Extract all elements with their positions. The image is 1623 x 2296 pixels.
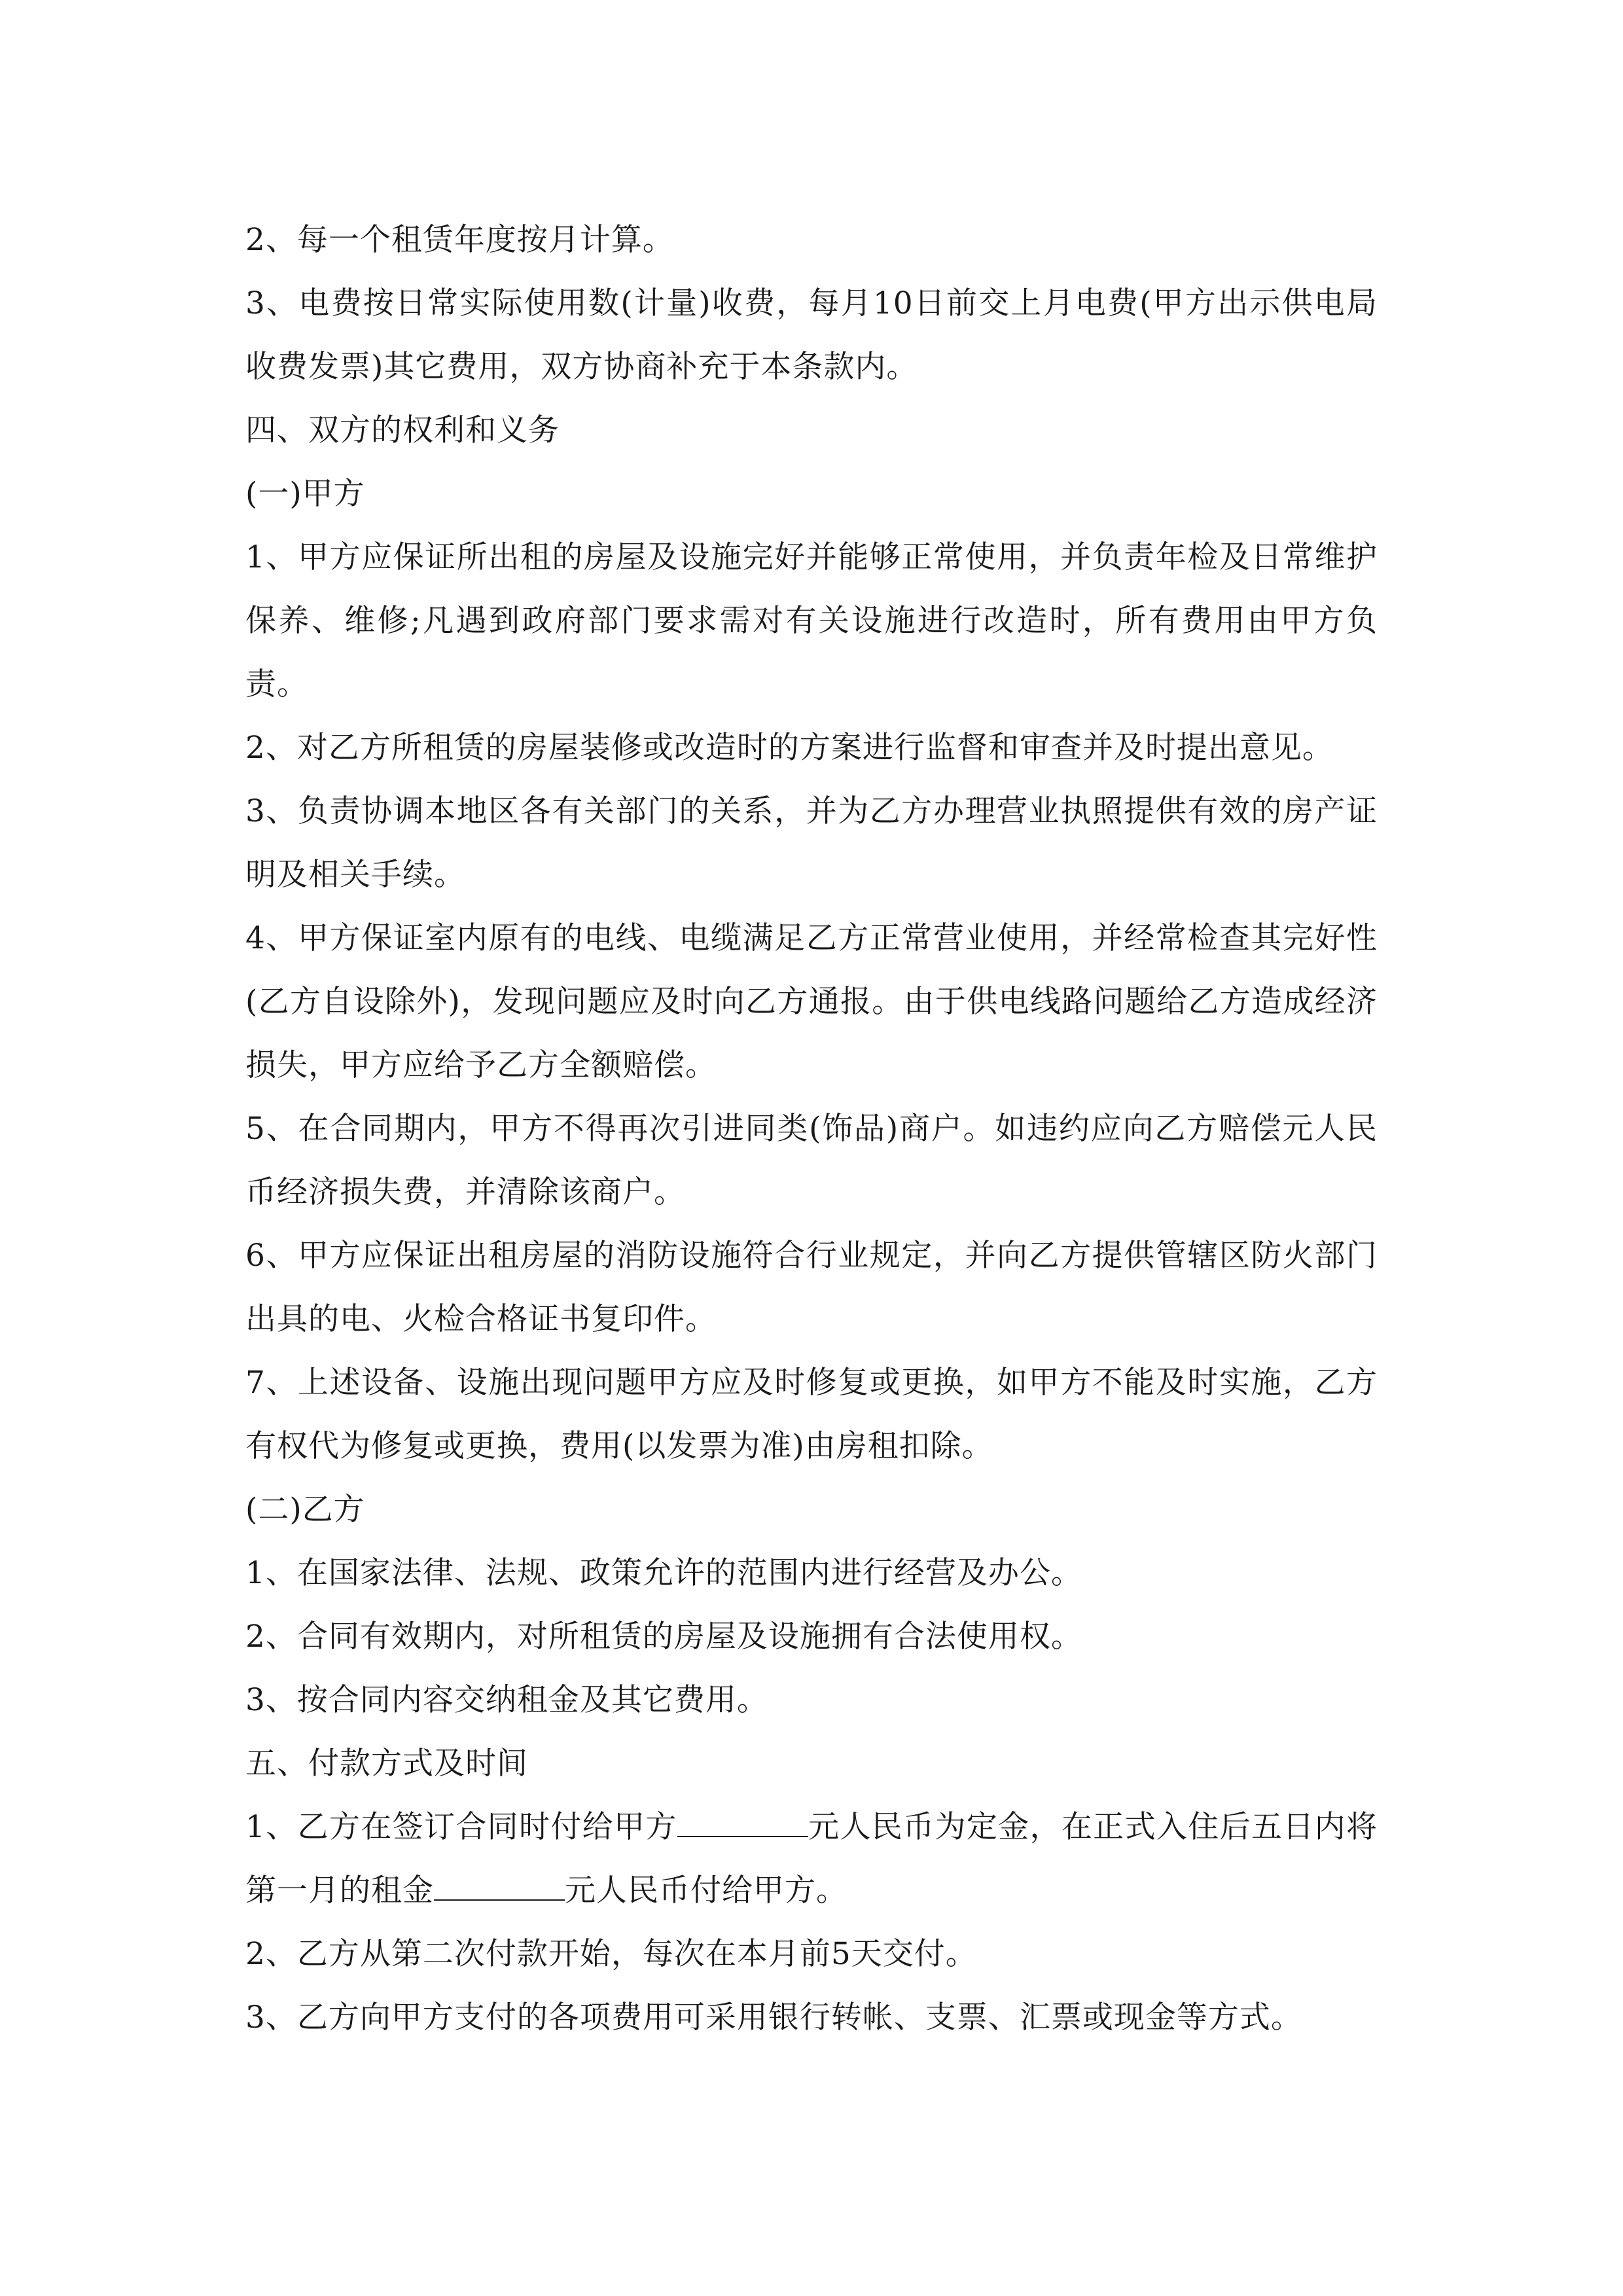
paragraph: 3、按合同内容交纳租金及其它费用。 xyxy=(245,1682,768,1718)
payment-clause-part3: 元人民币付给甲方。 xyxy=(565,1873,847,1909)
subsection-heading: (一)甲方 xyxy=(245,476,365,512)
section-heading: 五、付款方式及时间 xyxy=(245,1746,528,1782)
payment-clause-part2: 元人民币为定金，在正式入住后五日内将第一月的租金 xyxy=(245,1809,1378,1909)
paragraph: 6、甲方应保证出租房屋的消防设施符合行业规定，并向乙方提供管辖区防火部门出具的电、火检合格证书复印件。 xyxy=(245,1238,1378,1337)
paragraph: 4、甲方保证室内原有的电线、电缆满足乙方正常营业使用，并经常检查其完好性(乙方自设除外)，发现问题应及时向乙方通报。由于供电线路问题给乙方造成经济损失，甲方应给予乙方全额赔偿。 xyxy=(245,920,1378,1083)
payment-clause-part1: 1、乙方在签订合同时付给甲方 xyxy=(245,1809,677,1845)
payment-clause xyxy=(245,1795,1378,1922)
paragraph: 7、上述设备、设施出现问题甲方应及时修复或更换，如甲方不能及时实施，乙方有权代为修复或更换，费用(以发票为准)由房租扣除。 xyxy=(245,1365,1378,1464)
paragraph: 2、合同有效期内，对所租赁的房屋及设施拥有合法使用权。 xyxy=(245,1619,1082,1655)
paragraph: 1、甲方应保证所出租的房屋及设施完好并能够正常使用，并负责年检及日常维护保养、维修;凡遇到政府部门要求需对有关设施进行改造时，所有费用由甲方负责。 xyxy=(245,539,1378,702)
paragraph: 1、在国家法律、法规、政策允许的范围内进行经营及办公。 xyxy=(245,1555,1082,1591)
paragraph: 2、每一个租赁年度按月计算。 xyxy=(245,222,674,258)
rent-blank xyxy=(434,1873,565,1901)
section-heading: 四、双方的权利和义务 xyxy=(245,412,560,448)
subsection-heading: (二)乙方 xyxy=(245,1492,365,1528)
deposit-blank xyxy=(677,1810,808,1837)
paragraph: 2、对乙方所租赁的房屋装修或改造时的方案进行监督和审查并及时提出意见。 xyxy=(245,730,1334,766)
paragraph: 3、负责协调本地区各有关部门的关系，并为乙方办理营业执照提供有效的房产证明及相关手续。 xyxy=(245,793,1378,893)
document-body xyxy=(245,208,1378,2049)
paragraph: 3、乙方向甲方支付的各项费用可采用银行转帐、支票、汇票或现金等方式。 xyxy=(245,2000,1302,2036)
paragraph: 5、在合同期内，甲方不得再次引进同类(饰品)商户。如违约应向乙方赔偿元人民币经济损失费，并清除该商户。 xyxy=(245,1111,1378,1210)
paragraph: 2、乙方从第二次付款开始，每次在本月前5天交付。 xyxy=(245,1936,977,1972)
paragraph: 3、电费按日常实际使用数(计量)收费，每月10日前交上月电费(甲方出示供电局收费发票)其它费用，双方协商补充于本条款内。 xyxy=(245,285,1378,385)
